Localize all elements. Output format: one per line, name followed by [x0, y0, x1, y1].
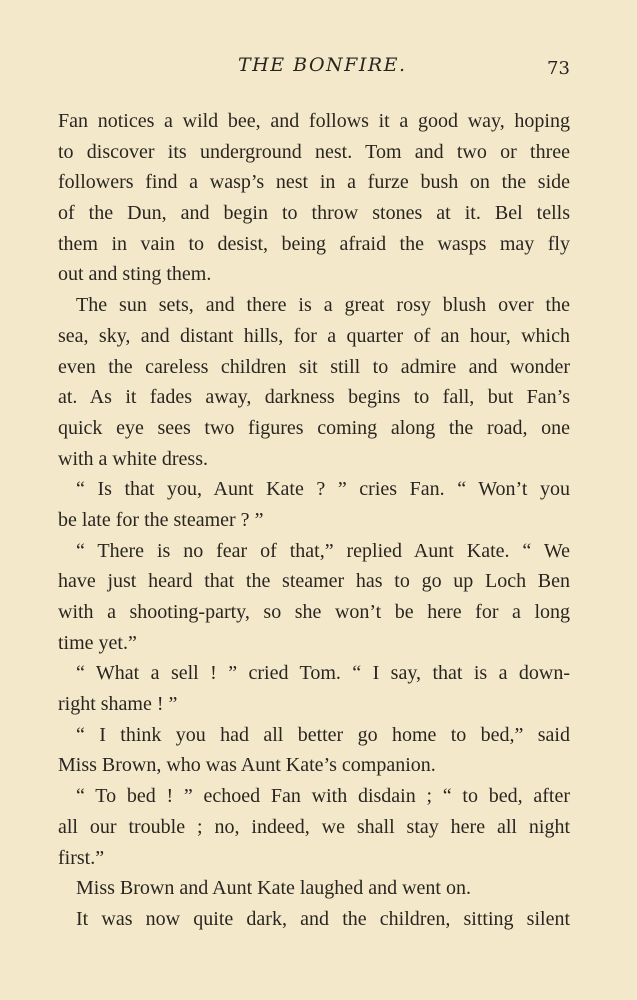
- text-line: out and sting them.: [58, 263, 212, 286]
- text-line: have just heard that the steamer has to go up Loch Ben: [58, 570, 570, 593]
- text-line: “ There is no fear of that,” replied Aunt Kate. “ We: [76, 539, 570, 562]
- body-text: [58, 106, 570, 935]
- text-line: right shame ! ”: [58, 693, 178, 716]
- text-line: them in vain to desist, being afraid the wasps may fly: [58, 232, 570, 255]
- text-line: Fan notices a wild bee, and follows it a good way, hoping: [58, 110, 570, 132]
- text-line: “ To bed ! ” echoed Fan with disdain ; “ to bed, after: [76, 785, 570, 808]
- text-line: The sun sets, and there is a great rosy blush over the: [76, 294, 570, 317]
- text-line: to discover its underground nest. Tom and two or three: [58, 140, 570, 163]
- text-line: It was now quite dark, and the children, sitting silent: [76, 907, 570, 930]
- text-line: with a shooting-party, so she won’t be here for a long: [58, 601, 570, 623]
- text-line: Miss Brown and Aunt Kate laughed and went on.: [76, 877, 471, 900]
- text-line: quick eye sees two figures coming along the road, one: [58, 416, 570, 439]
- text-line: “ I think you had all better go home to bed,” said: [76, 723, 570, 746]
- text-line: at. As it fades away, darkness begins to fall, but Fan’s: [58, 386, 570, 409]
- text-line: of the Dun, and begin to throw stones at it. Bel tells: [58, 202, 570, 225]
- text-line: even the careless children sit still to admire and wonder: [58, 355, 570, 378]
- text-line: first.”: [58, 846, 105, 869]
- text-line: be late for the steamer ? ”: [58, 508, 264, 531]
- text-line: time yet.”: [58, 631, 137, 654]
- text-line: “ What a sell ! ” cried Tom. “ I say, that is a down-: [76, 662, 570, 685]
- text-line: all our trouble ; no, indeed, we shall stay here all night: [58, 815, 570, 838]
- text-line: “ Is that you, Aunt Kate ? ” cries Fan. “ Won’t you: [76, 478, 570, 501]
- text-line: followers find a wasp’s nest in a furze bush on the side: [58, 171, 570, 194]
- text-line: Miss Brown, who was Aunt Kate’s companion.: [58, 754, 436, 777]
- text-line: with a white dress.: [58, 447, 208, 470]
- page-number: 73: [547, 58, 570, 79]
- running-title: THE BONFIRE.: [238, 54, 407, 76]
- text-line: sea, sky, and distant hills, for a quarter of an hour, which: [58, 324, 570, 347]
